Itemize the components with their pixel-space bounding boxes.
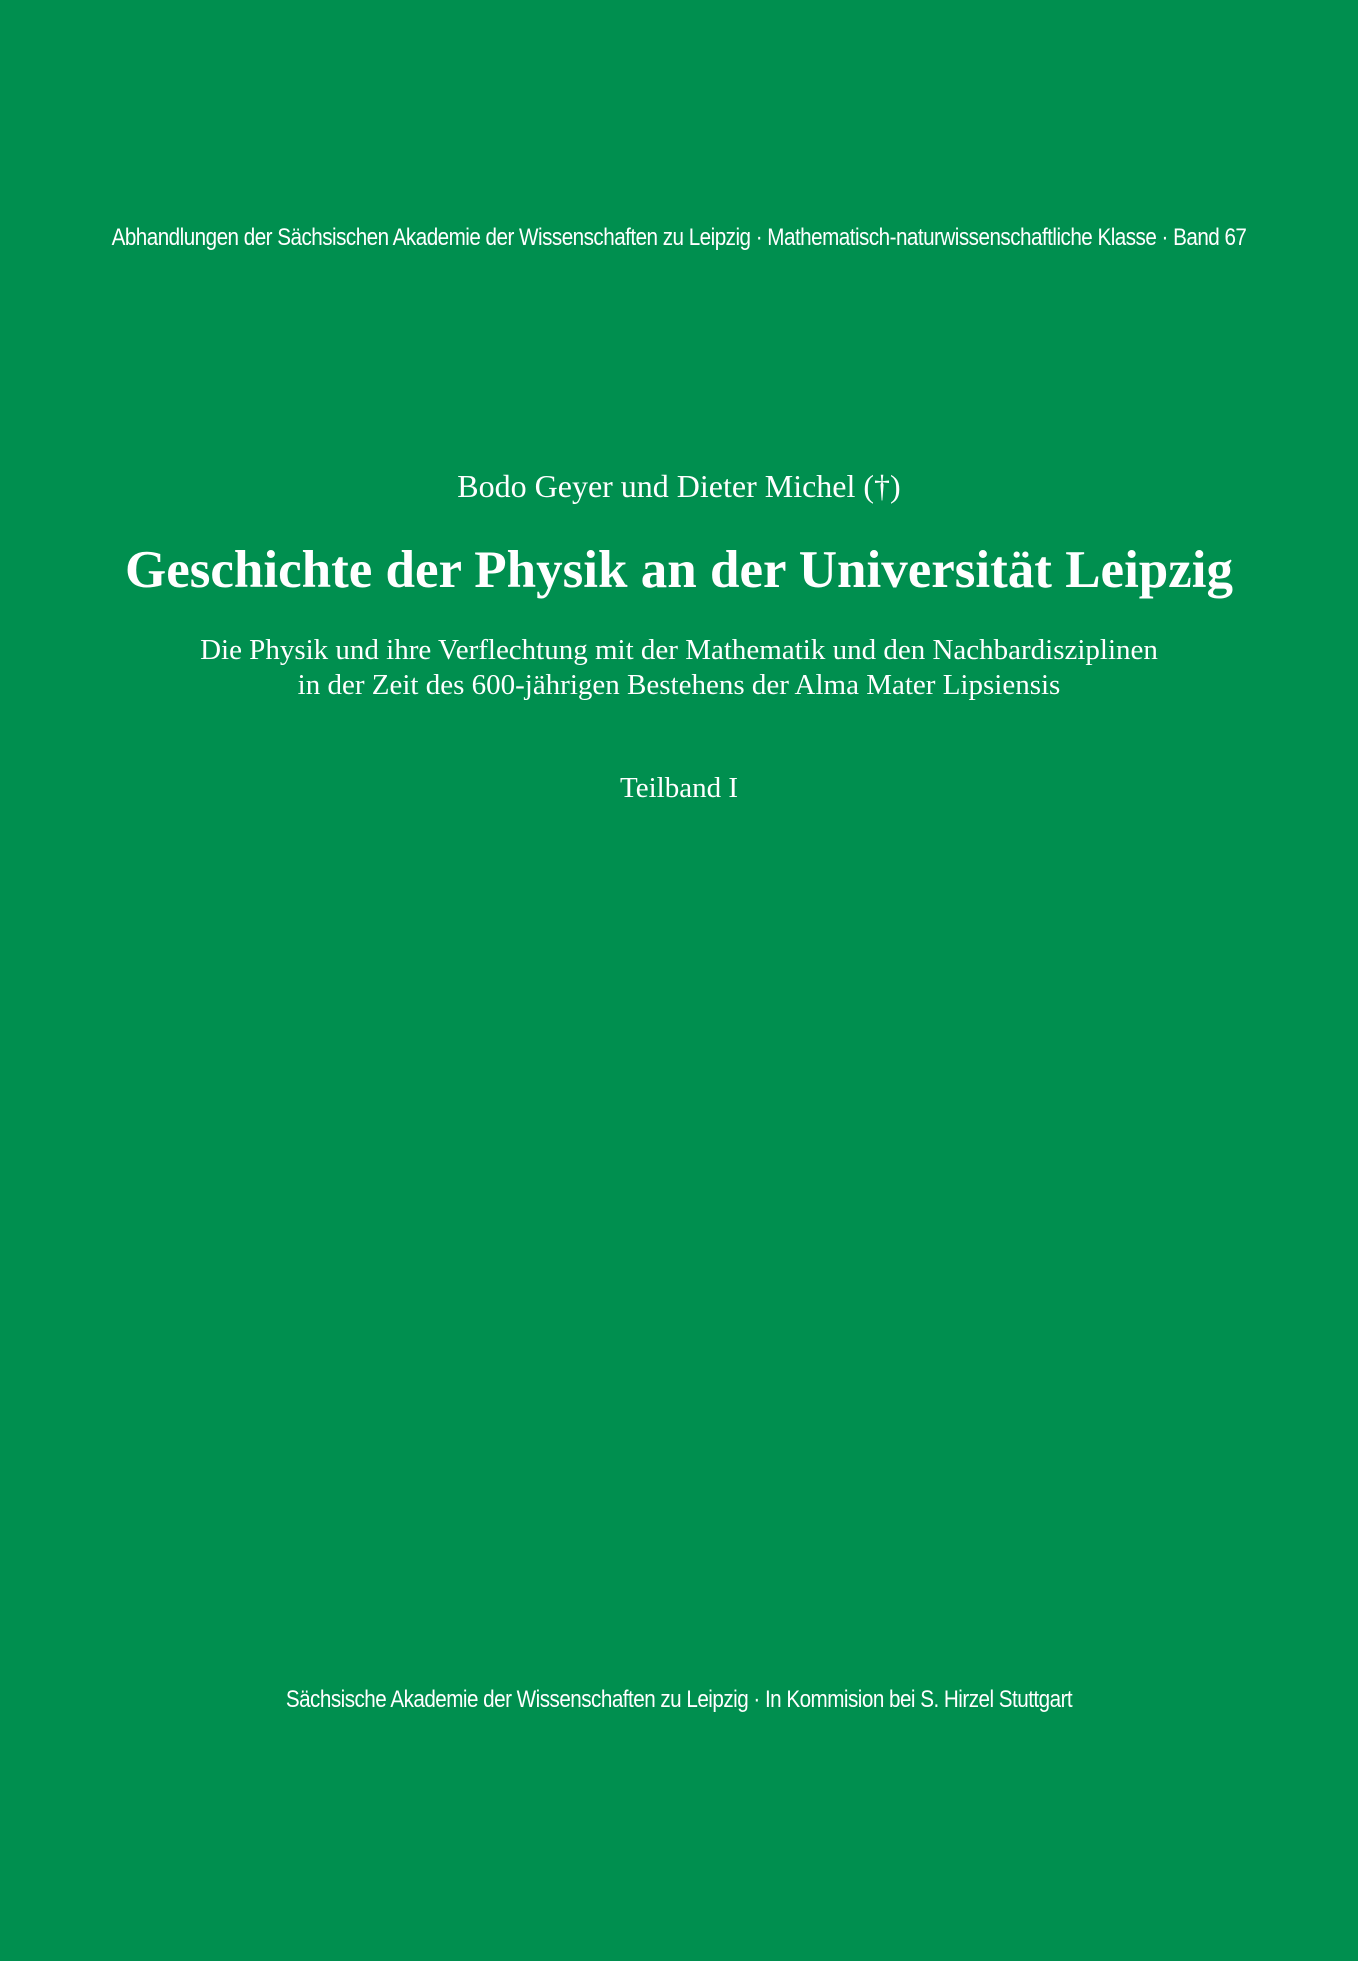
publisher-line: Sächsische Akademie der Wissenschaften zu Leipzig · In Kommision bei S. Hirzel Stuttgart: [285, 1686, 1073, 1713]
series-line: Abhandlungen der Sächsischen Akademie der Wissenschaften zu Leipzig · Mathematisch-naturwissenschaftliche Klasse · Band 67: [111, 224, 1247, 251]
book-title: Geschichte der Physik an der Universität Leipzig: [124, 541, 1234, 599]
volume-label: Teilband I: [620, 772, 738, 804]
book-subtitle: [0, 633, 1358, 703]
authors: Bodo Geyer und Dieter Michel (†): [457, 468, 901, 504]
subtitle-line: Die Physik und ihre Verflechtung mit der Mathematik und den Nachbardisziplinen: [200, 634, 1158, 666]
subtitle-line: in der Zeit des 600-jährigen Bestehens der Alma Mater Lipsiensis: [297, 669, 1061, 701]
